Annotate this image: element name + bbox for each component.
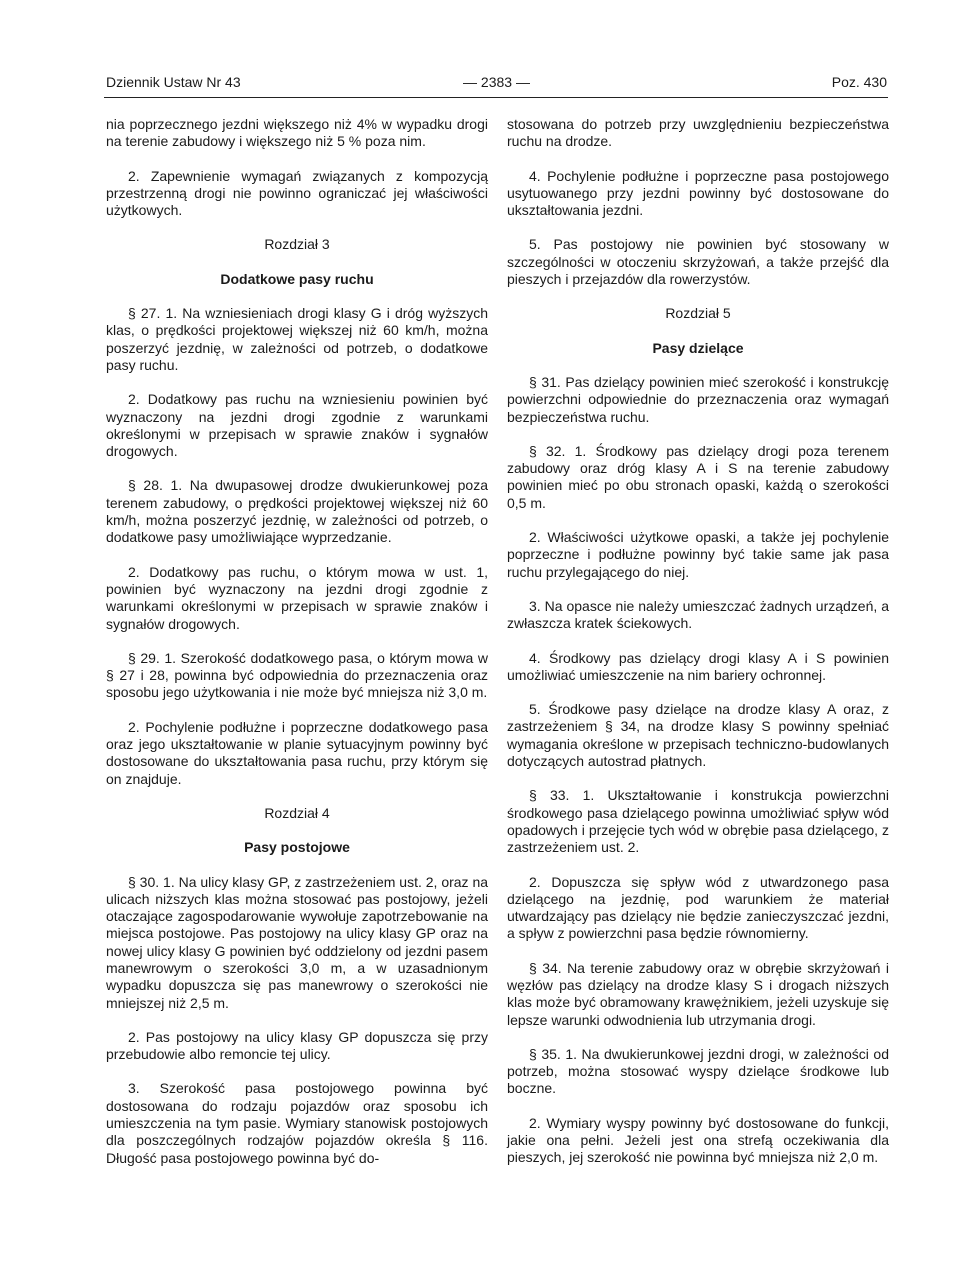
left-column — [106, 116, 488, 1184]
chapter-title: Pasy postojowe — [244, 839, 350, 856]
paragraph: 2. Pochylenie podłużne i poprzeczne dodatkowego pasa oraz jego ukształtowanie w planie sytuacyjnym powinny być dostosowane do ukształtowania pasa ruchu, przy którym się on znajduje. — [106, 718, 488, 787]
paragraph: 2. Pas postojowy na ulicy klasy GP dopuszcza się przy przebudowie albo remoncie tej ulicy. — [106, 1028, 488, 1063]
journal-title: Dziennik Ustaw Nr 43 — [106, 74, 241, 90]
header-rule — [104, 97, 888, 98]
chapter-title: Pasy dzielące — [652, 339, 744, 356]
paragraph: § 35. 1. Na dwukierunkowej jezdni drogi, w zależności od potrzeb, można stosować wyspy dzielące środkowe lub boczne. — [507, 1045, 889, 1097]
paragraph: 2. Zapewnienie wymagań związanych z kompozycją przestrzenną drogi nie powinno ograniczać jej właściwości użytkowych. — [106, 167, 488, 219]
paragraph: § 30. 1. Na ulicy klasy GP, z zastrzeżeniem ust. 2, oraz na ulicach niższych klas można stosować pas postojowy, jeżeli otaczające zagospodarowanie wywołuje zapotrzebowanie na miejsca postojowe. Pas postojowy na ulicy klasy GP oraz na nowej ulicy klasy G powinien być oddzielony od jezdni pasem manewrowym o szerokości 3,0 m, a w uzasadnionym wypadku dopuszcza się pas manewrowy o szerokości nie mniejszej niż 2,5 m. — [106, 873, 489, 1011]
paragraph: 5. Pas postojowy nie powinien być stosowany w szczególności w otoczeniu skrzyżowań, a także przejść dla pieszych i przejazdów dla rowerzystów. — [507, 236, 889, 288]
chapter-label: Rozdział 3 — [264, 236, 330, 253]
page-header — [106, 74, 887, 94]
chapter-title: Dodatkowe pasy ruchu — [220, 270, 374, 287]
paragraph: 2. Dodatkowy pas ruchu na wzniesieniu powinien być wyznaczony na jezdni drogi zgodnie z warunkami określonymi w przepisach w sprawie znaków i sygnałów drogowych. — [106, 391, 488, 460]
paragraph: 4. Środkowy pas dzielący drogi klasy A i S powinien umożliwiać umieszczenie na nim bariery ochronnej. — [507, 649, 889, 683]
paragraph: 3. Na opasce nie należy umieszczać żadnych urządzeń, a zwłaszcza kratek ściekowych. — [507, 597, 889, 632]
paragraph: 2. Właściwości użytkowe opaski, a także jej pochylenie poprzeczne i podłużne powinny być takie same jak pasa ruchu przylegającego do niej. — [507, 529, 889, 580]
paragraph: 5. Środkowe pasy dzielące na drodze klasy A oraz, z zastrzeżeniem § 34, na drodze klasy S powinny spełniać wymagania określone w przepisach techniczno-budowlanych dotyczących autostrad płatnych. — [507, 701, 889, 770]
paragraph: stosowana do potrzeb przy uwzględnieniu bezpieczeństwa ruchu na drodze. — [507, 116, 889, 150]
right-column — [507, 116, 889, 1184]
paragraph: 2. Dodatkowy pas ruchu, o którym mowa w ust. 1, powinien być wyznaczony na jezdni drogi zgodnie z warunkami określonymi w przepisach w sprawie znaków i sygnałów drogowych. — [106, 563, 488, 632]
paragraph: 4. Pochylenie podłużne i poprzeczne pasa postojowego usytuowanego przy jezdni powinny być dostosowane do ukształtowania jezdni. — [507, 167, 889, 219]
paragraph: nia poprzecznego jezdni większego niż 4% w wypadku drogi na terenie zabudowy i większego niż 5 % poza nim. — [106, 116, 488, 150]
paragraph: § 34. Na terenie zabudowy oraz w obrębie skrzyżowań i węzłów pas dzielący na drodze klasy S i drogach niższych klas może być obramowany krawężnikiem, jeżeli uzyskuje się lepsze warunki odwodnienia lub utrzymania drogi. — [507, 959, 889, 1028]
paragraph: 2. Dopuszcza się spływ wód z utwardzonego pasa dzielącego na jezdnię, pod warunkiem że materiał utwardzający pas dzielący nie będzie zanieczyszczać jezdni, a spływ z powierzchni pasa będzie równomierny. — [507, 873, 889, 942]
page-number: — 2383 — — [463, 74, 530, 90]
paragraph: § 27. 1. Na wzniesieniach drogi klasy G i dróg wyższych klas, o prędkości projektowej większej niż 60 km/h, można poszerzyć jezdnię, w zależności od potrzeb, o dodatkowe pasy ruchu. — [106, 305, 488, 373]
paragraph: § 28. 1. Na dwupasowej drodze dwukierunkowej poza terenem zabudowy, o prędkości projektowej większej niż 60 km/h, można poszerzyć jezdnię, w zależności od potrzeb, o dodatkowe pasy umożliwiające wyprzedzanie. — [106, 477, 488, 546]
chapter-label: Rozdział 4 — [264, 804, 330, 821]
paragraph: 2. Wymiary wyspy powinny być dostosowane do funkcji, jakie ona pełni. Jeżeli jest ona strefą oczekiwania dla pieszych, jej szerokość nie powinna być mniejsza niż 2,0 m. — [507, 1114, 889, 1166]
paragraph: § 32. 1. Środkowy pas dzielący drogi poza terenem zabudowy oraz dróg klasy A i S na terenie zabudowy powinien mieć po obu stronach opaski, każdą o szerokości 0,5 m. — [507, 442, 889, 511]
paragraph: § 31. Pas dzielący powinien mieć szerokość i konstrukcję powierzchni odpowiednie do przeznaczenia oraz wymagań bezpieczeństwa ruchu. — [507, 373, 889, 425]
paragraph: 3. Szerokość pasa postojowego powinna być dostosowana do rodzaju pojazdów oraz sposobu ich umieszczenia na tym pasie. Wymiary stanowisk postojowych dla poszczególnych rodzajów pojazdów określa § 116. Długość pasa postojowego powinna być do- — [106, 1080, 488, 1166]
chapter-label: Rozdział 5 — [665, 305, 731, 322]
position-number: Poz. 430 — [831, 74, 887, 90]
paragraph: § 29. 1. Szerokość dodatkowego pasa, o którym mowa w § 27 i 28, powinna być odpowiednia do przeznaczenia oraz sposobu jego użytkowania i nie może być mniejsza niż 3,0 m. — [106, 649, 488, 701]
paragraph: § 33. 1. Ukształtowanie i konstrukcja powierzchni środkowego pasa dzielącego powinna umożliwiać spływ wód opadowych i przejęcie tych wód w obrębie pasa dzielącego, z zastrzeżeniem ust. 2. — [507, 787, 889, 856]
